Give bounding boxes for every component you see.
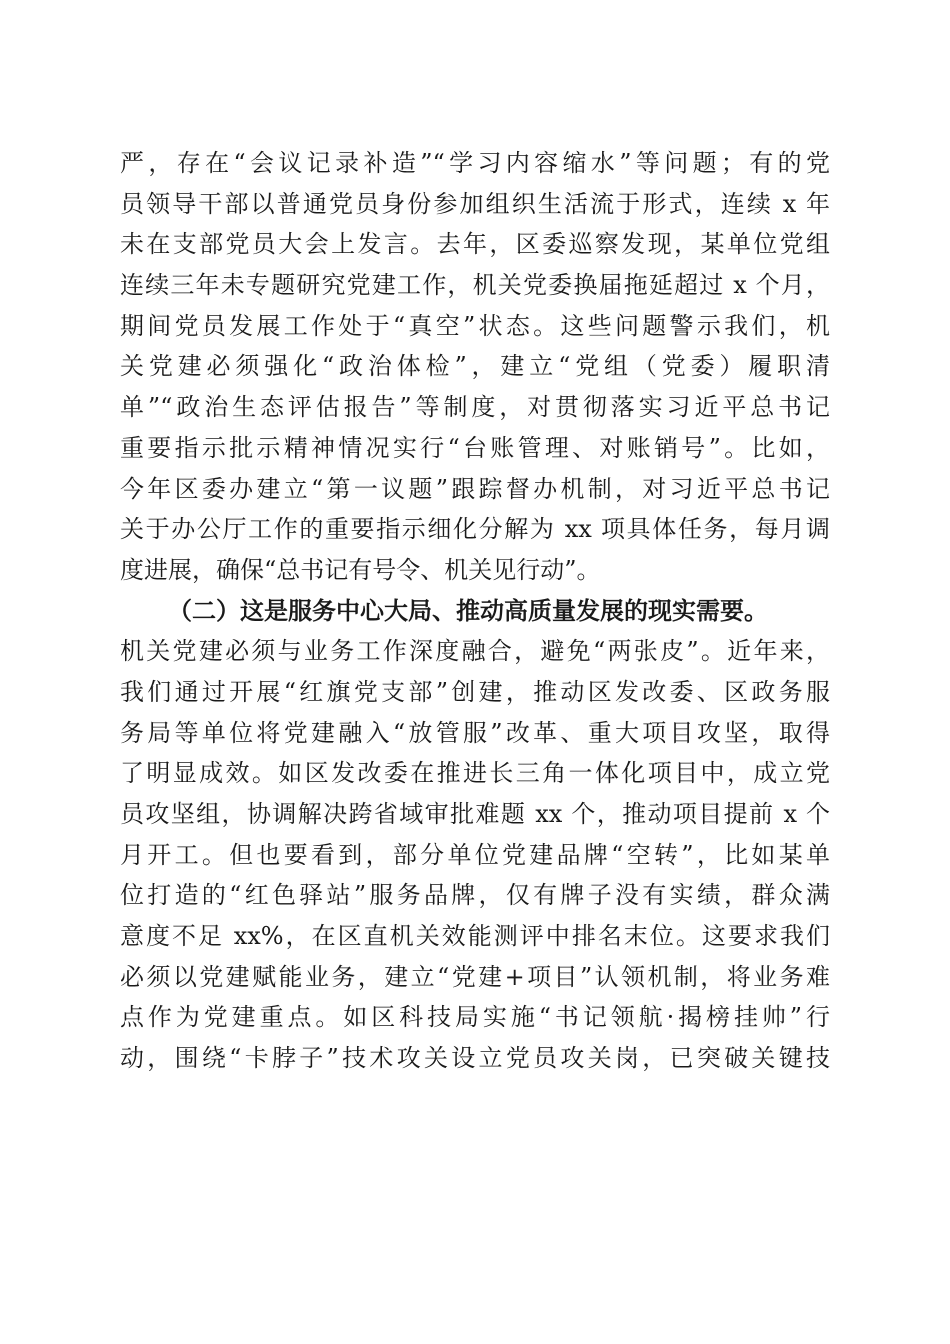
paragraph-1-line: 未在支部党员大会上发言。去年，区委巡察发现，某单位党组: [120, 230, 830, 259]
paragraph-2-line: 机关党建必须与业务工作深度融合，避免“两张皮”。近年来，: [120, 637, 830, 666]
paragraph-1-line: 严，存在“会议记录补造”“学习内容缩水”等问题；有的党: [120, 149, 830, 177]
body-text: [120, 143, 830, 1079]
paragraph-2-line: 意度不足 xx%，在区直机关效能测评中排名末位。这要求我们: [120, 922, 830, 951]
paragraph-2-line: 务局等单位将党建融入“放管服”改革、重大项目攻坚，取得: [120, 718, 830, 747]
paragraph-1-line: 期间党员发展工作处于“真空”状态。这些问题警示我们，机: [120, 311, 830, 340]
paragraph-1-line: 今年区委办建立“第一议题”跟踪督办机制，对习近平总书记: [120, 474, 830, 503]
paragraph-2-line: 我们通过开展“红旗党支部”创建，推动区发改委、区政务服: [120, 677, 830, 706]
paragraph-1-line: 重要指示批示精神情况实行“台账管理、对账销号”。比如，: [120, 433, 830, 462]
paragraph-2-line: 必须以党建赋能业务，建立“党建+项目”认领机制，将业务难: [120, 962, 830, 991]
paragraph-2-line: 了明显成效。如区发改委在推进长三角一体化项目中，成立党: [120, 759, 830, 788]
paragraph-1-line: 关于办公厅工作的重要指示细化分解为 xx 项具体任务，每月调: [120, 515, 830, 544]
paragraph-2-line: 动，围绕“卡脖子”技术攻关设立党员攻关岗，已突破关键技: [120, 1044, 830, 1073]
paragraph-2-line: 月开工。但也要看到，部分单位党建品牌“空转”，比如某单: [120, 840, 830, 869]
paragraph-1-line: 单”“政治生态评估报告”等制度，对贯彻落实习近平总书记: [120, 393, 830, 422]
paragraph-1-line: 度进展，确保“总书记有号令、机关见行动”。: [120, 555, 601, 584]
paragraph-2-line: 员攻坚组，协调解决跨省域审批难题 xx 个，推动项目提前 x 个: [120, 800, 830, 828]
paragraph-1-line: 员领导干部以普通党员身份参加组织生活流于形式，连续 x 年: [120, 189, 830, 218]
paragraph-1-line: 关党建必须强化“政治体检”，建立“党组（党委）履职清: [120, 352, 830, 381]
paragraph-1-line: 连续三年未专题研究党建工作，机关党委换届拖延超过 x 个月，: [120, 271, 830, 300]
section-heading: （二）这是服务中心大局、推动高质量发展的现实需要。: [168, 595, 768, 625]
paragraph-2-line: 位打造的“红色驿站”服务品牌，仅有牌子没有实绩，群众满: [120, 881, 830, 910]
paragraph-2-line: 点作为党建重点。如区科技局实施“书记领航·揭榜挂帅”行: [120, 1003, 830, 1032]
